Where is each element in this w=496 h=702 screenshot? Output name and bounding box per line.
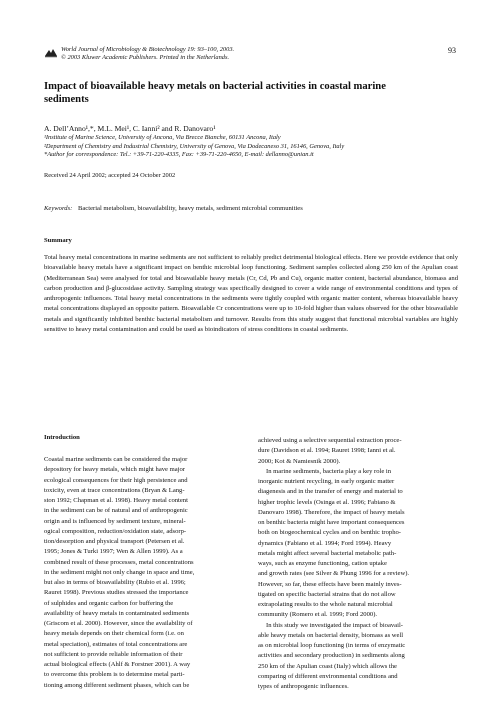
text-line: 2000; Kot & Namiesnik 2000). bbox=[258, 457, 341, 465]
text-line: diagenesis and in the transfer of energy and material to bbox=[258, 488, 403, 496]
text-line: and growth rates (see Silver & Phung 1996 for a review). bbox=[258, 570, 410, 578]
text-line: 1995; Jones & Turki 1997; Wen & Allen 1999). As a bbox=[44, 548, 183, 556]
summary-paragraph: Total heavy metal concentrations in marine sediments are not sufficient to reliably predict detrimental biological effects. Here we provide evidence that only bioavailable heavy metals have a significant impact on benthic microbial loop functioning. Sediment samples collected along 250 km of the Apulian coast (Mediterranean Sea) were analysed for total and bioavailable heavy metals (Cr, Cd, Pb and Cu), organic matter content, bacterial abundance, biomass and carbon production and β-glucosidase activity. Sampling strategy was specifically designed to cover a wide range of environmental conditions and types of anthropogenic influences. Total heavy metal concentrations in the sediments were tightly coupled with organic matter content, whereas bioavailable heavy metal concentrations displayed an opposite pattern. Bioavailable Cr concentrations were up to 10-fold higher than values observed for the other bioavailable metals and significantly inhibited benthic bacterial metabolism and turnover. Results from this study suggest that functional microbial variables are highly sensitive to heavy metal contamination and could be used as bioindicators of stress conditions in coastal sediments. bbox=[44, 254, 458, 334]
text-line: ston 1992; Chapman et al. 1998). Heavy metal content bbox=[44, 497, 188, 504]
author-list: A. Dell’Anno¹,*, M.L. Mei¹, C. Ianni² and R. Danovaro¹ bbox=[44, 124, 216, 133]
text-line: ogical composition, reduction/oxidation state, adsorp- bbox=[44, 527, 187, 535]
publisher-logo-icon bbox=[44, 48, 58, 58]
text-line: types of anthropogenic influences. bbox=[258, 683, 349, 690]
journal-citation bbox=[61, 46, 234, 62]
text-line: activities and secondary production) in sediments along bbox=[258, 652, 405, 660]
paper-title bbox=[44, 80, 454, 106]
text-line: availability of heavy metals in contaminated sediments bbox=[44, 609, 190, 617]
title-line-1: Impact of bioavailable heavy metals on bacterial activities in coastal marine bbox=[44, 81, 386, 92]
text-line: combined result of these processes, metal concentrations bbox=[44, 558, 194, 566]
introduction-heading: Introduction bbox=[44, 434, 80, 441]
text-line: in the sediment might not only change in space and time, bbox=[44, 568, 195, 576]
summary-heading: Summary bbox=[44, 237, 72, 244]
page-number: 93 bbox=[448, 46, 456, 55]
correspondence-line: *Author for correspondence: Tel.: +39-71-220-4335, Fax: +39-71-220-4650, E-mail: dellanno@unian.it bbox=[44, 151, 314, 158]
text-line: depository for heavy metals, which might have major bbox=[44, 466, 185, 474]
text-line: ways, such as enzyme functioning, cation uptake bbox=[258, 560, 387, 567]
text-line: heavy metals depends on their chemical form (i.e. on bbox=[44, 630, 184, 638]
running-head bbox=[44, 46, 456, 66]
keywords bbox=[44, 205, 303, 212]
text-line: metals might affect several bacterial metabolic path- bbox=[258, 549, 397, 557]
text-line: not sufficient to provide reliable information of their bbox=[44, 650, 183, 658]
affiliation-2: ²Department of Chemistry and Industrial Chemistry, University of Genova, Via Dodecaneso 31, 16146, Genova, Italy bbox=[44, 142, 345, 150]
text-line: comparing of different environmental conditions and bbox=[258, 672, 398, 680]
text-line: of sulphides and organic carbon for buffering the bbox=[44, 599, 174, 607]
keywords-list: Bacterial metabolism, bioavailability, heavy metals, sediment microbial communities bbox=[77, 205, 303, 212]
text-line: (Griscom et al. 2000). However, since the availability of bbox=[44, 620, 193, 627]
text-line: achieved using a selective sequential extraction proce- bbox=[258, 437, 402, 444]
text-line: to overcome this problem is to determine metal parti- bbox=[44, 671, 185, 679]
text-line: In this study we investigated the impact of bioavail- bbox=[266, 621, 403, 629]
journal-line-2: © 2003 Kluwer Academic Publishers. Printed in the Netherlands. bbox=[61, 54, 230, 61]
text-line: tion/desorption and physical transport (Petersen et al. bbox=[44, 538, 185, 545]
text-line: Rauret 1998). Previous studies stressed the importance bbox=[44, 589, 189, 597]
text-line: as on microbial loop functioning (in terms of enzymatic bbox=[258, 642, 406, 649]
text-line: but also in terms of bioavailability (Rubio et al. 1996; bbox=[44, 579, 186, 586]
left-column bbox=[44, 455, 244, 691]
keywords-label: Keywords: bbox=[44, 205, 73, 212]
text-line: Coastal marine sediments can be considered the major bbox=[44, 456, 188, 463]
text-line: able heavy metals on bacterial density, biomass as well bbox=[258, 631, 404, 639]
text-line: 250 km of the Apulian coast (Italy) which allows the bbox=[258, 662, 397, 670]
title-line-2: sediments bbox=[44, 94, 89, 105]
text-line: In marine sediments, bacteria play a key role in bbox=[266, 467, 392, 475]
text-line: both on biogeochemical cycles and on benthic tropho- bbox=[258, 529, 402, 537]
text-line: actual biological effects (Ahlf & Forstner 2001). A way bbox=[44, 661, 191, 668]
text-line: community (Romero et al. 1999; Ford 2000). bbox=[258, 611, 378, 619]
text-line: However, so far, these effects have been mainly inves- bbox=[258, 580, 402, 588]
affiliation-1: ¹Institute of Marine Science, University of Ancona, Via Brecce Bianche, 60131 Ancona, Italy bbox=[44, 134, 281, 141]
journal-line-1: World Journal of Microbiology & Biotechnology 19: 93–100, 2003. bbox=[61, 46, 235, 53]
text-line: toxicity, even at trace concentrations (Bryan & Lang- bbox=[44, 486, 185, 494]
text-line: tioning among different sediment phases, which can be bbox=[44, 681, 190, 689]
text-line: dynamics (Fabiano et al. 1994; Ford 1994). Heavy bbox=[258, 539, 392, 547]
text-line: inorganic nutrient recycling, in early organic matter bbox=[258, 478, 395, 485]
text-line: ecological consequences for their high persistence and bbox=[44, 476, 188, 484]
text-line: tigated on specific bacterial strains that do not allow bbox=[258, 590, 396, 598]
text-line: extrapolating results to the whole natural microbial bbox=[258, 601, 393, 608]
text-line: origin and is influenced by sediment texture, mineral- bbox=[44, 517, 186, 525]
text-line: dure (Davidson et al. 1994; Rauret 1998; Ianni et al. bbox=[258, 447, 396, 455]
text-line: in the sediment can be of natural and of anthropogenic bbox=[44, 507, 188, 515]
text-line: metal speciation), estimates of total concentrations are bbox=[44, 640, 188, 648]
right-column bbox=[258, 436, 458, 692]
received-dates: Received 24 April 2002; accepted 24 October 2002 bbox=[44, 172, 176, 179]
text-line: Danovaro 1998). Therefore, the impact of heavy metals bbox=[258, 508, 405, 516]
text-line: on benthic bacteria might have important consequences bbox=[258, 519, 405, 526]
text-line: higher trophic levels (Osinga et al. 1996; Fabiano & bbox=[258, 498, 396, 506]
